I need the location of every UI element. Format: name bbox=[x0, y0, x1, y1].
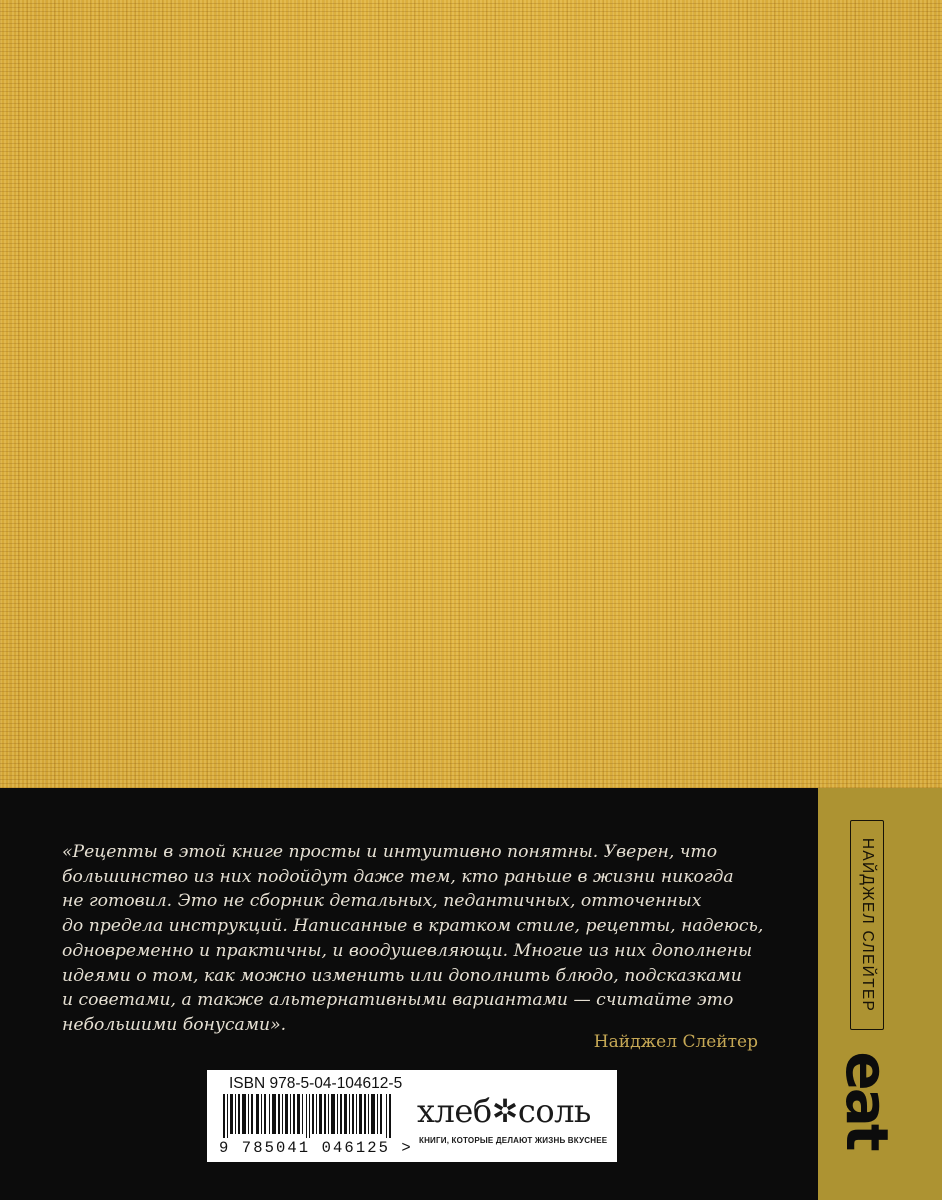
quote-line: идеями о том, как можно изменить или дополнить блюдо, подсказками bbox=[62, 965, 742, 986]
quote-line: небольшими бонусами». bbox=[62, 1014, 287, 1035]
publisher-tagline: КНИГИ, КОТОРЫЕ ДЕЛАЮТ ЖИЗНЬ ВКУСНЕЕ bbox=[419, 1136, 608, 1145]
quote-author: Найджел Слейтер bbox=[593, 1032, 758, 1052]
spine-author-box bbox=[850, 820, 884, 1030]
barcode-icon bbox=[223, 1094, 395, 1138]
quote-line: не готовил. Это не сборник детальных, педантичных, отточенных bbox=[62, 891, 702, 912]
back-cover-quote bbox=[62, 840, 807, 1038]
spine-author-name: НАЙДЖЕЛ СЛЕЙТЕР bbox=[859, 837, 876, 1013]
quote-line: и советами, а также альтернативными вариантами — считайте это bbox=[62, 990, 734, 1011]
barcode-label bbox=[207, 1070, 617, 1162]
quote-line: одновременно и практичны, и воодушевляющи. Многие из них дополнены bbox=[62, 940, 753, 961]
spine-title: eat bbox=[833, 1051, 901, 1149]
spine-title-box bbox=[822, 1030, 912, 1170]
publisher-logo: хлеб✲соль bbox=[417, 1092, 591, 1130]
quote-line: до предела инструкций. Написанные в кратком стиле, рецепты, надеюсь, bbox=[62, 916, 764, 937]
barcode-digits: 9 785041 046125 > bbox=[219, 1139, 413, 1157]
isbn-text: ISBN 978-5-04-104612-5 bbox=[229, 1075, 403, 1092]
quote-line: большинство из них подойдут даже тем, кто раньше в жизни никогда bbox=[62, 866, 734, 887]
quote-line: «Рецепты в этой книге просты и интуитивно понятны. Уверен, что bbox=[62, 842, 718, 862]
